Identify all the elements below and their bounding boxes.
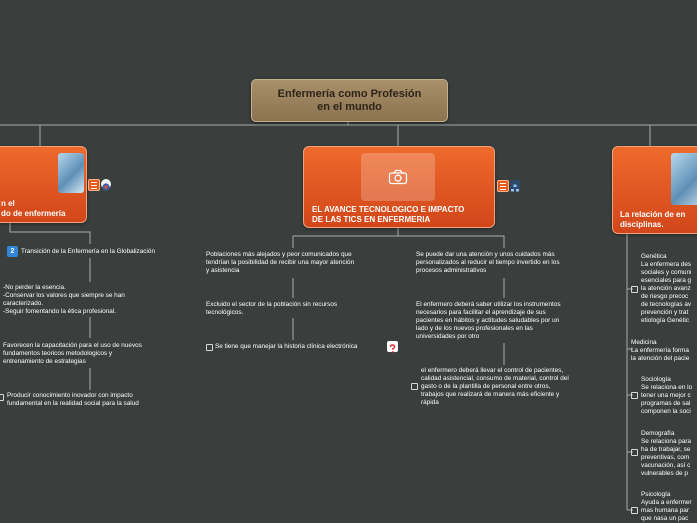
network-icon[interactable] (510, 180, 520, 190)
right-branch-title: La relación de en disciplinas. (620, 210, 686, 229)
center-branch-title: EL AVANCE TECNOLOGICO E IMPACTO DE LAS TICS EN ENFERMERIA (312, 205, 465, 224)
center-branch-topic[interactable] (303, 146, 495, 228)
left-branch-title: n el do de enfermería (1, 199, 66, 218)
checkbox[interactable] (631, 507, 638, 514)
right-item-medicina[interactable]: Medicina La enfermería forma la atención del pacie (631, 339, 690, 362)
topic-image (671, 153, 697, 205)
question-icon[interactable] (387, 341, 398, 352)
left-item-3[interactable]: Favorecen la capacitación para el uso de nuevos fundamentos teoricos metodologicos y entrenamiento de estrategias (3, 342, 142, 365)
left-item-2[interactable]: -No perder la esencia. -Conservar los valores que siempre se han caracterizado. -Seguir fomentando la ética profesional. (3, 284, 125, 315)
right-item-psicologia[interactable]: Psicología Ayuda a enfermer mas humana par que nasa un pac (641, 491, 692, 522)
checkbox[interactable] (631, 286, 638, 293)
notes-icon[interactable] (497, 180, 509, 192)
left-item-4[interactable]: Producir conocimiento inovador con impacto fundamental en la realidad social para la salud (7, 392, 139, 407)
right-item-sociologia[interactable]: Sociología Se relaciona en lo tener una mejor c programas de sal componen la soci (641, 376, 693, 415)
right-branch-topic[interactable] (612, 146, 697, 234)
right-item-demografia[interactable]: Demografía Se relaciona para ha de trabajar, se preventivas, com vacunación, así c vulnerables de p (641, 430, 692, 477)
notes-icon[interactable] (88, 179, 100, 191)
checkbox[interactable] (631, 449, 638, 456)
link-icon[interactable] (101, 179, 111, 189)
root-topic[interactable]: Enfermería como Profesión en el mundo (251, 79, 448, 122)
priority-icon: 2 (7, 246, 18, 257)
camera-icon (388, 169, 408, 185)
checkbox[interactable] (0, 394, 4, 401)
checkbox[interactable] (206, 344, 213, 351)
checkbox[interactable] (411, 383, 418, 390)
checkbox[interactable] (631, 392, 638, 399)
center-left-item-1[interactable]: Poblaciones más alejados y peor comunicados que tendrían la posibilidad de recibir una mayor atención y asistencia (206, 251, 355, 274)
center-right-item-3[interactable]: el enfermero deberá llevar el control de pacientes, calidad asistencial, consumo de material, control del gasto o de la plantilla de personal entre otros, trabajos que realizará de manera más eficiente y rápida (421, 367, 569, 406)
image-placeholder[interactable] (361, 153, 435, 201)
left-item-1[interactable]: Transición de la Enfermería en la Globalización (21, 248, 156, 255)
topic-image (58, 153, 84, 193)
left-branch-topic[interactable] (0, 146, 87, 223)
center-left-item-3[interactable]: Se tiene que manejar la historia clínica electrónica (215, 343, 358, 350)
center-right-item-2[interactable]: El enfermero deberá saber utilizar los instrumentos necesarios para facilitar el aprendizaje de sus pacientes en hábitos y actitudes saludables por un lado y de los nuevos profesionales en las universidades por otro (416, 301, 561, 340)
center-left-item-2[interactable]: Excluido el sector de la población sin recursos tecnológicos. (206, 301, 338, 316)
right-item-genetica[interactable]: Genética La enfermera des sociales y comuni esenciales para g la atención avanz de riesgo precoc de tecnologías av prevención y trat etiología Genétic (641, 253, 692, 324)
center-right-item-1[interactable]: Se puede dar una atención y unos cuidados más personalizados al reducir el tiempo invertido en los procesos administrativos (416, 251, 560, 274)
